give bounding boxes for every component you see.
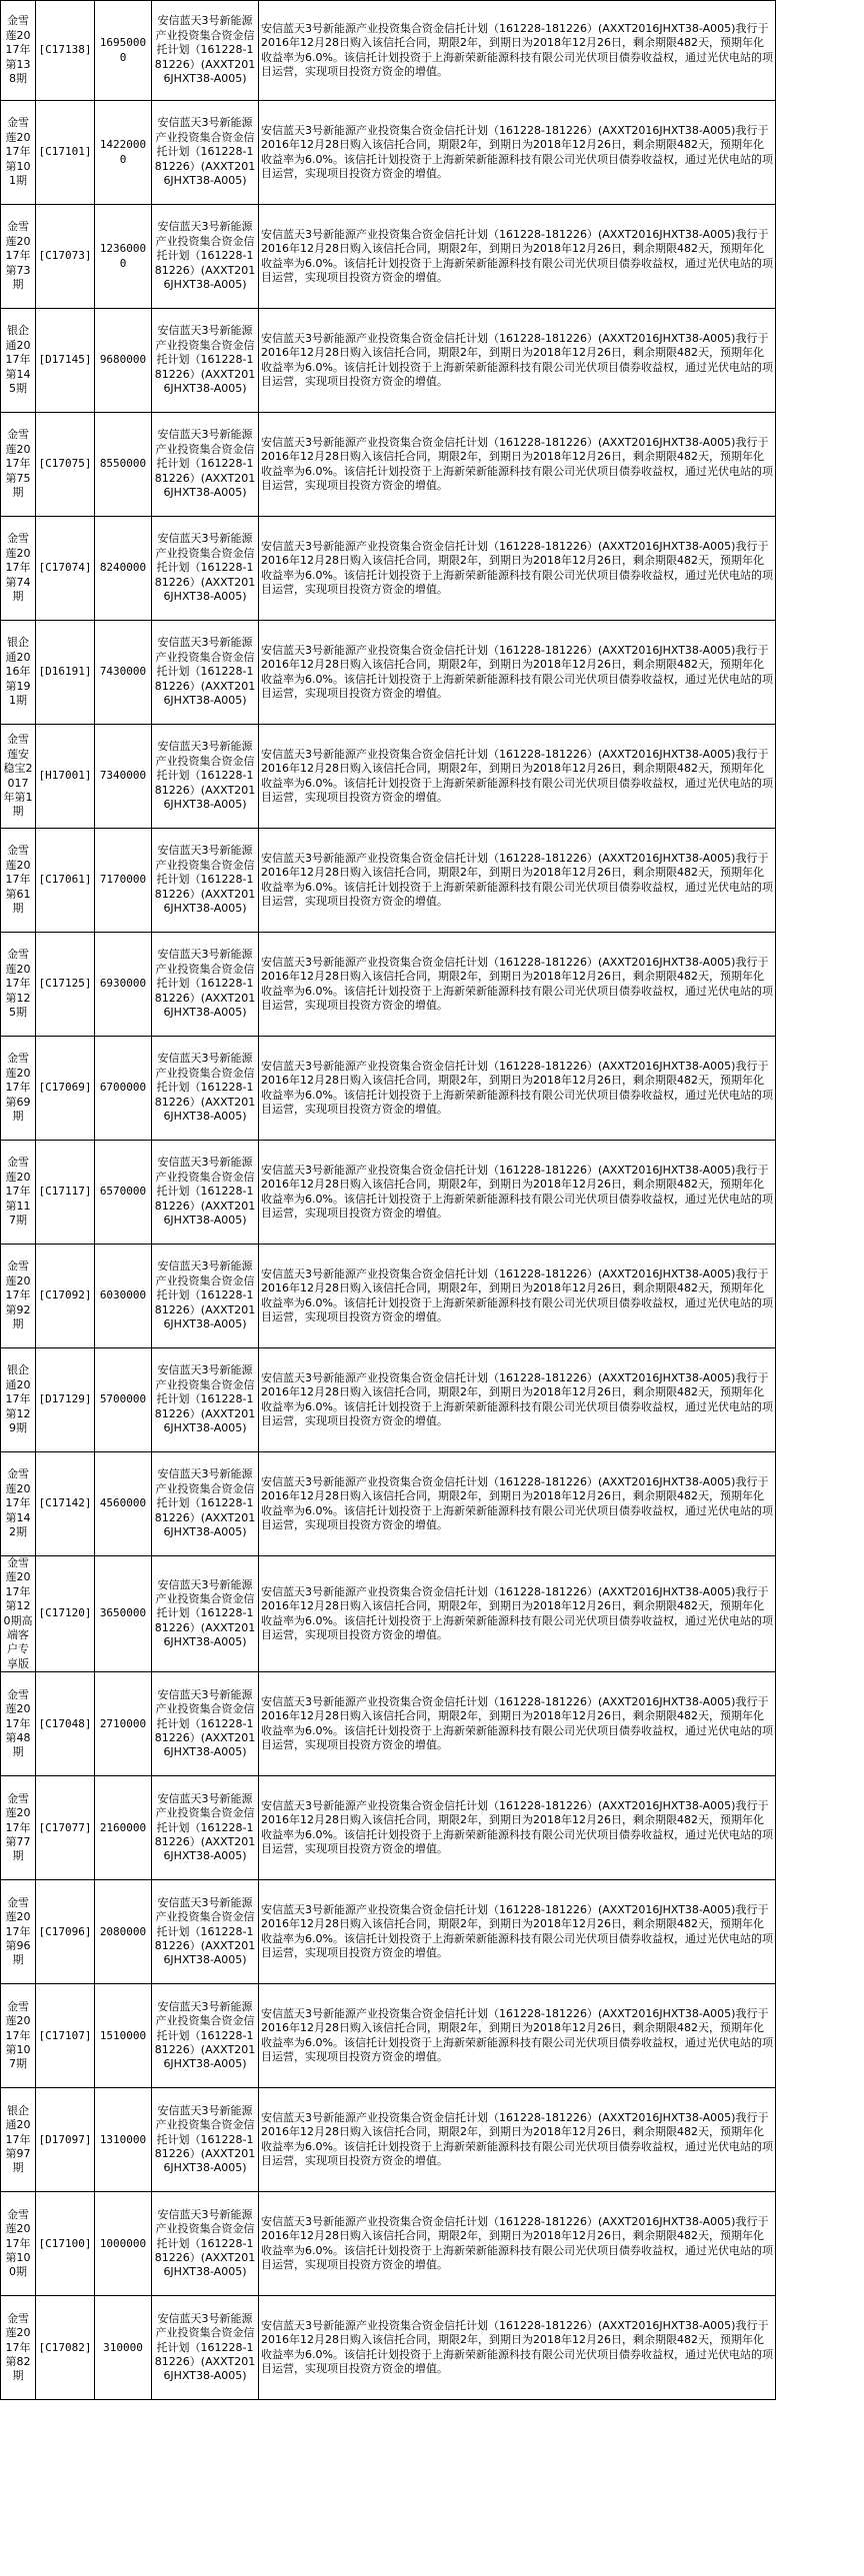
description-cell [259, 621, 776, 725]
product-code-text: [C17069] [38, 1081, 92, 1095]
table-row [1, 2192, 776, 2296]
product-name-cell [1, 1452, 36, 1556]
trust-name-text: 安信蓝天3号新能源产业投资集合资金信托计划（161228-181226）(AXXT2016JHXT38-A005) [154, 844, 256, 916]
product-code-cell [36, 725, 95, 829]
product-name-cell [1, 2088, 36, 2192]
trust-name-cell [152, 1348, 259, 1452]
table-row [1, 2088, 776, 2192]
amount-cell [95, 2192, 152, 2296]
amount-cell [95, 2088, 152, 2192]
product-name-text: 金雪莲2017年第75期 [5, 428, 31, 500]
product-name-cell [1, 2296, 36, 2400]
trust-name-cell [152, 2192, 259, 2296]
trust-name-text: 安信蓝天3号新能源产业投资集合资金信托计划（161228-181226）(AXXT2016JHXT38-A005) [154, 1260, 256, 1331]
description-cell [259, 2296, 776, 2400]
product-code-text: [C17142] [38, 1496, 92, 1510]
table-row [1, 413, 776, 517]
product-name-text: 金雪莲2017年第101期 [5, 116, 31, 188]
trust-name-text: 安信蓝天3号新能源产业投资集合资金信托计划（161228-181226）(AXXT2016JHXT38-A005) [154, 2103, 256, 2175]
product-name-cell [1, 725, 36, 829]
trust-name-text: 安信蓝天3号新能源产业投资集合资金信托计划（161228-181226）(AXXT2016JHXT38-A005) [154, 1467, 256, 1539]
product-name-cell [1, 1037, 36, 1141]
amount-cell [95, 413, 152, 517]
product-name-cell [1, 829, 36, 933]
description-cell [259, 1672, 776, 1776]
amount-text: 6930000 [99, 977, 147, 991]
table-row [1, 1776, 776, 1880]
amount-cell [95, 205, 152, 309]
trust-name-text: 安信蓝天3号新能源产业投资集合资金信托计划（161228-181226）(AXXT2016JHXT38-A005) [154, 2311, 256, 2383]
product-code-cell [36, 829, 95, 933]
table-row [1, 1348, 776, 1452]
trust-name-cell [152, 829, 259, 933]
description-text: 安信蓝天3号新能源产业投资集合资金信托计划（161228-181226）(AXXT2016JHXT38-A005)我行于2016年12月28日购入该信托合同，期限2年，到期日为2018年12月26日，剩余期限482天，预期年化收益率为6.0%。该信托计划投资于上海新荣新能源科技有限公司光伏项目债券收益权，通过光伏电站的项目运营，实现项目投资方资金的增值。 [261, 1059, 773, 1116]
product-code-cell [36, 1672, 95, 1776]
product-name-text: 金雪莲2017年第96期 [5, 1895, 31, 1967]
amount-text: 6030000 [99, 1288, 147, 1302]
product-code-text: [C17138] [38, 43, 92, 57]
product-code-text: [C17061] [38, 873, 92, 887]
product-name-cell [1, 933, 36, 1037]
product-code-text: [C17120] [38, 1606, 92, 1620]
trust-name-cell [152, 1880, 259, 1984]
table-row [1, 2296, 776, 2400]
amount-cell [95, 1245, 152, 1348]
amount-text: 7170000 [99, 873, 147, 887]
trust-name-cell [152, 1672, 259, 1776]
amount-cell [95, 1037, 152, 1141]
table-row [1, 1984, 776, 2088]
trust-name-cell [152, 517, 259, 621]
description-cell [259, 1452, 776, 1556]
description-text: 安信蓝天3号新能源产业投资集合资金信托计划（161228-181226）(AXXT2016JHXT38-A005)我行于2016年12月28日购入该信托合同，期限2年，到期日为2018年12月26日，剩余期限482天，预期年化收益率为6.0%。该信托计划投资于上海新荣新能源科技有限公司光伏项目债券收益权，通过光伏电站的项目运营，实现项目投资方资金的增值。 [261, 747, 773, 804]
amount-text: 310000 [103, 2340, 143, 2354]
description-cell [259, 205, 776, 309]
product-name-text: 金雪莲2017年第117期 [5, 1156, 31, 1228]
description-cell [259, 413, 776, 517]
description-cell [259, 101, 776, 205]
product-name-cell [1, 1984, 36, 2088]
description-text: 安信蓝天3号新能源产业投资集合资金信托计划（161228-181226）(AXXT2016JHXT38-A005)我行于2016年12月28日购入该信托合同，期限2年，到期日为2018年12月26日，剩余期限482天，预期年化收益率为6.0%。该信托计划投资于上海新荣新能源科技有限公司光伏项目债券收益权，通过光伏电站的项目运营，实现项目投资方资金的增值。 [261, 435, 773, 492]
product-code-cell [36, 1348, 95, 1452]
table-row [1, 725, 776, 829]
trust-name-text: 安信蓝天3号新能源产业投资集合资金信托计划（161228-181226）(AXXT2016JHXT38-A005) [154, 1363, 256, 1435]
product-code-text: [C17077] [38, 1820, 92, 1834]
amount-text: 8240000 [99, 561, 147, 575]
trust-name-text: 安信蓝天3号新能源产业投资集合资金信托计划（161228-181226）(AXXT2016JHXT38-A005) [154, 1052, 256, 1124]
trust-name-cell [152, 2088, 259, 2192]
product-name-text: 金雪莲2017年第82期 [5, 2311, 31, 2383]
amount-cell [95, 621, 152, 725]
product-code-text: [C17048] [38, 1716, 92, 1730]
product-code-cell [36, 101, 95, 205]
description-text: 安信蓝天3号新能源产业投资集合资金信托计划（161228-181226）(AXXT2016JHXT38-A005)我行于2016年12月28日购入该信托合同，期限2年，到期日为2018年12月26日，剩余期限482天，预期年化收益率为6.0%。该信托计划投资于上海新荣新能源科技有限公司光伏项目债券收益权，通过光伏电站的项目运营，实现项目投资方资金的增值。 [261, 2214, 773, 2272]
trust-name-text: 安信蓝天3号新能源产业投资集合资金信托计划（161228-181226）(AXXT2016JHXT38-A005) [154, 1999, 256, 2071]
product-name-text: 金雪莲2017年第69期 [5, 1052, 31, 1124]
amount-cell [95, 1348, 152, 1452]
product-name-cell [1, 1141, 36, 1245]
amount-cell [95, 2296, 152, 2400]
table-row [1, 933, 776, 1037]
product-name-cell [1, 413, 36, 517]
product-code-cell [36, 2192, 95, 2296]
description-cell [259, 1880, 776, 1984]
trust-name-text: 安信蓝天3号新能源产业投资集合资金信托计划（161228-181226）(AXXT2016JHXT38-A005) [154, 220, 256, 292]
description-cell [259, 517, 776, 621]
trust-name-text: 安信蓝天3号新能源产业投资集合资金信托计划（161228-181226）(AXXT2016JHXT38-A005) [154, 428, 256, 500]
amount-cell [95, 1880, 152, 1984]
amount-text: 2160000 [99, 1820, 147, 1834]
description-cell [259, 2192, 776, 2296]
table-row [1, 829, 776, 933]
amount-text: 2080000 [99, 1924, 147, 1938]
amount-cell [95, 1141, 152, 1245]
amount-text: 7430000 [99, 665, 147, 679]
table-row [1, 1037, 776, 1141]
description-text: 安信蓝天3号新能源产业投资集合资金信托计划（161228-181226）(AXXT2016JHXT38-A005)我行于2016年12月28日购入该信托合同，期限2年，到期日为2018年12月26日，剩余期限482天，预期年化收益率为6.0%。该信托计划投资于上海新荣新能源科技有限公司光伏项目债券收益权，通过光伏电站的项目运营，实现项目投资方资金的增值。 [261, 851, 773, 908]
description-cell [259, 2088, 776, 2192]
trust-name-text: 安信蓝天3号新能源产业投资集合资金信托计划（161228-181226）(AXXT2016JHXT38-A005) [154, 2207, 256, 2279]
product-code-cell [36, 1037, 95, 1141]
description-cell [259, 309, 776, 413]
amount-text: 1510000 [99, 2028, 147, 2042]
trust-name-text: 安信蓝天3号新能源产业投资集合资金信托计划（161228-181226）(AXXT2016JHXT38-A005) [154, 740, 256, 812]
trust-name-text: 安信蓝天3号新能源产业投资集合资金信托计划（161228-181226）(AXXT2016JHXT38-A005) [154, 1791, 256, 1863]
description-text: 安信蓝天3号新能源产业投资集合资金信托计划（161228-181226）(AXXT2016JHXT38-A005)我行于2016年12月28日购入该信托合同，期限2年，到期日为2018年12月26日，剩余期限482天，预期年化收益率为6.0%。该信托计划投资于上海新荣新能源科技有限公司光伏项目债券收益权，通过光伏电站的项目运营，实现项目投资方资金的增值。 [261, 1163, 773, 1220]
amount-text: 1000000 [99, 2236, 147, 2250]
product-name-text: 金雪莲2017年第107期 [5, 1999, 31, 2071]
product-name-text: 金雪莲2017年第142期 [5, 1467, 31, 1539]
amount-text: 2710000 [99, 1716, 147, 1730]
amount-cell [95, 1984, 152, 2088]
product-code-cell [36, 1141, 95, 1245]
product-name-text: 银企通2017年第129期 [5, 1363, 31, 1435]
description-text: 安信蓝天3号新能源产业投资集合资金信托计划（161228-181226）(AXXT2016JHXT38-A005)我行于2016年12月28日购入该信托合同，期限2年，到期日为2018年12月26日，剩余期限482天，预期年化收益率为6.0%。该信托计划投资于上海新荣新能源科技有限公司光伏项目债券收益权，通过光伏电站的项目运营，实现项目投资方资金的增值。 [261, 21, 773, 78]
product-name-text: 金雪莲2017年第125期 [5, 948, 31, 1020]
product-name-cell [1, 517, 36, 621]
amount-text: 7340000 [99, 769, 147, 783]
description-text: 安信蓝天3号新能源产业投资集合资金信托计划（161228-181226）(AXXT2016JHXT38-A005)我行于2016年12月28日购入该信托合同，期限2年，到期日为2018年12月26日，剩余期限482天，预期年化收益率为6.0%。该信托计划投资于上海新荣新能源科技有限公司光伏项目债券收益权，通过光伏电站的项目运营，实现项目投资方资金的增值。 [261, 1267, 773, 1323]
product-code-text: [H17001] [38, 769, 92, 783]
amount-text: 16950000 [99, 36, 147, 64]
description-text: 安信蓝天3号新能源产业投资集合资金信托计划（161228-181226）(AXXT2016JHXT38-A005)我行于2016年12月28日购入该信托合同，期限2年，到期日为2018年12月26日，剩余期限482天，预期年化收益率为6.0%。该信托计划投资于上海新荣新能源科技有限公司光伏项目债券收益权，通过光伏电站的项目运营，实现项目投资方资金的增值。 [261, 1474, 773, 1531]
product-name-cell [1, 1776, 36, 1880]
trust-name-text: 安信蓝天3号新能源产业投资集合资金信托计划（161228-181226）(AXXT2016JHXT38-A005) [154, 324, 256, 396]
description-text: 安信蓝天3号新能源产业投资集合资金信托计划（161228-181226）(AXXT2016JHXT38-A005)我行于2016年12月28日购入该信托合同，期限2年，到期日为2018年12月26日，剩余期限482天，预期年化收益率为6.0%。该信托计划投资于上海新荣新能源科技有限公司光伏项目债券收益权，通过光伏电站的项目运营，实现项目投资方资金的增值。 [261, 643, 773, 700]
product-name-text: 金雪莲2017年第73期 [5, 220, 31, 292]
trust-name-cell [152, 1452, 259, 1556]
product-name-cell [1, 1880, 36, 1984]
amount-text: 6700000 [99, 1081, 147, 1095]
description-text: 安信蓝天3号新能源产业投资集合资金信托计划（161228-181226）(AXXT2016JHXT38-A005)我行于2016年12月28日购入该信托合同，期限2年，到期日为2018年12月26日，剩余期限482天，预期年化收益率为6.0%。该信托计划投资于上海新荣新能源科技有限公司光伏项目债券收益权，通过光伏电站的项目运营，实现项目投资方资金的增值。 [261, 1694, 773, 1752]
product-code-cell [36, 1, 95, 101]
product-code-cell [36, 933, 95, 1037]
product-code-cell [36, 413, 95, 517]
amount-text: 1310000 [99, 2132, 147, 2146]
description-text: 安信蓝天3号新能源产业投资集合资金信托计划（161228-181226）(AXXT2016JHXT38-A005)我行于2016年12月28日购入该信托合同，期限2年，到期日为2018年12月26日，剩余期限482天，预期年化收益率为6.0%。该信托计划投资于上海新荣新能源科技有限公司光伏项目债券收益权，通过光伏电站的项目运营，实现项目投资方资金的增值。 [261, 1584, 773, 1642]
product-code-cell [36, 1556, 95, 1672]
product-code-text: [C17117] [38, 1185, 92, 1199]
description-cell [259, 1776, 776, 1880]
table-row [1, 1880, 776, 1984]
product-code-text: [D17097] [38, 2132, 92, 2146]
amount-cell [95, 517, 152, 621]
trust-name-cell [152, 413, 259, 517]
trust-name-text: 安信蓝天3号新能源产业投资集合资金信托计划（161228-181226）(AXXT2016JHXT38-A005) [154, 1895, 256, 1967]
product-name-text: 金雪莲2017年第61期 [5, 844, 31, 916]
amount-text: 4560000 [99, 1496, 147, 1510]
trust-name-text: 安信蓝天3号新能源产业投资集合资金信托计划（161228-181226）(AXXT2016JHXT38-A005) [154, 636, 256, 708]
description-text: 安信蓝天3号新能源产业投资集合资金信托计划（161228-181226）(AXXT2016JHXT38-A005)我行于2016年12月28日购入该信托合同，期限2年，到期日为2018年12月26日，剩余期限482天，预期年化收益率为6.0%。该信托计划投资于上海新荣新能源科技有限公司光伏项目债券收益权，通过光伏电站的项目运营，实现项目投资方资金的增值。 [261, 2318, 773, 2376]
trust-name-cell [152, 933, 259, 1037]
amount-cell [95, 933, 152, 1037]
trust-name-text: 安信蓝天3号新能源产业投资集合资金信托计划（161228-181226）(AXXT2016JHXT38-A005) [154, 532, 256, 604]
trust-name-text: 安信蓝天3号新能源产业投资集合资金信托计划（161228-181226）(AXXT2016JHXT38-A005) [154, 948, 256, 1020]
table-row [1, 1245, 776, 1348]
trust-name-cell [152, 2296, 259, 2400]
trust-name-text: 安信蓝天3号新能源产业投资集合资金信托计划（161228-181226）(AXXT2016JHXT38-A005) [154, 116, 256, 188]
product-code-text: [D16191] [38, 665, 92, 679]
product-code-text: [C17096] [38, 1924, 92, 1938]
description-text: 安信蓝天3号新能源产业投资集合资金信托计划（161228-181226）(AXXT2016JHXT38-A005)我行于2016年12月28日购入该信托合同，期限2年，到期日为2018年12月26日，剩余期限482天，预期年化收益率为6.0%。该信托计划投资于上海新荣新能源科技有限公司光伏项目债券收益权，通过光伏电站的项目运营，实现项目投资方资金的增值。 [261, 955, 773, 1012]
product-name-text: 金雪莲2017年第138期 [5, 14, 31, 86]
product-name-cell [1, 1, 36, 101]
product-code-cell [36, 1245, 95, 1348]
table-row [1, 1, 776, 101]
product-code-text: [C17074] [38, 561, 92, 575]
description-text: 安信蓝天3号新能源产业投资集合资金信托计划（161228-181226）(AXXT2016JHXT38-A005)我行于2016年12月28日购入该信托合同，期限2年，到期日为2018年12月26日，剩余期限482天，预期年化收益率为6.0%。该信托计划投资于上海新荣新能源科技有限公司光伏项目债券收益权，通过光伏电站的项目运营，实现项目投资方资金的增值。 [261, 539, 773, 596]
amount-text: 6570000 [99, 1185, 147, 1199]
product-code-cell [36, 1984, 95, 2088]
product-code-cell [36, 517, 95, 621]
product-code-text: [C17092] [38, 1288, 92, 1302]
amount-cell [95, 1672, 152, 1776]
trust-name-cell [152, 621, 259, 725]
product-name-cell [1, 621, 36, 725]
product-name-text: 银企通2016年第191期 [5, 636, 31, 708]
description-cell [259, 1037, 776, 1141]
description-cell [259, 1, 776, 101]
trust-name-cell [152, 1, 259, 101]
trust-name-cell [152, 1556, 259, 1672]
product-code-text: [C17073] [38, 249, 92, 263]
trust-name-cell [152, 309, 259, 413]
description-text: 安信蓝天3号新能源产业投资集合资金信托计划（161228-181226）(AXXT2016JHXT38-A005)我行于2016年12月28日购入该信托合同，期限2年，到期日为2018年12月26日，剩余期限482天，预期年化收益率为6.0%。该信托计划投资于上海新荣新能源科技有限公司光伏项目债券收益权，通过光伏电站的项目运营，实现项目投资方资金的增值。 [261, 2006, 773, 2064]
description-cell [259, 1245, 776, 1348]
amount-cell [95, 1452, 152, 1556]
trust-name-cell [152, 1984, 259, 2088]
description-cell [259, 1141, 776, 1245]
product-name-text: 银企通2017年第97期 [5, 2103, 31, 2175]
product-name-text: 金雪莲安稳宝2017年第1期 [3, 733, 33, 819]
description-cell [259, 1348, 776, 1452]
description-text: 安信蓝天3号新能源产业投资集合资金信托计划（161228-181226）(AXXT2016JHXT38-A005)我行于2016年12月28日购入该信托合同，期限2年，到期日为2018年12月26日，剩余期限482天，预期年化收益率为6.0%。该信托计划投资于上海新荣新能源科技有限公司光伏项目债券收益权，通过光伏电站的项目运营，实现项目投资方资金的增值。 [261, 227, 773, 284]
description-text: 安信蓝天3号新能源产业投资集合资金信托计划（161228-181226）(AXXT2016JHXT38-A005)我行于2016年12月28日购入该信托合同，期限2年，到期日为2018年12月26日，剩余期限482天，预期年化收益率为6.0%。该信托计划投资于上海新荣新能源科技有限公司光伏项目债券收益权，通过光伏电站的项目运营，实现项目投资方资金的增值。 [261, 1370, 773, 1427]
product-name-text: 金雪莲2017年第77期 [5, 1791, 31, 1863]
trust-name-cell [152, 725, 259, 829]
product-code-cell [36, 621, 95, 725]
amount-cell [95, 1556, 152, 1672]
product-name-text: 金雪莲2017年第74期 [5, 532, 31, 604]
amount-cell [95, 725, 152, 829]
product-name-cell [1, 101, 36, 205]
product-name-cell [1, 1556, 36, 1672]
amount-text: 14220000 [99, 138, 147, 166]
description-text: 安信蓝天3号新能源产业投资集合资金信托计划（161228-181226）(AXXT2016JHXT38-A005)我行于2016年12月28日购入该信托合同，期限2年，到期日为2018年12月26日，剩余期限482天，预期年化收益率为6.0%。该信托计划投资于上海新荣新能源科技有限公司光伏项目债券收益权，通过光伏电站的项目运营，实现项目投资方资金的增值。 [261, 1902, 773, 1960]
product-name-cell [1, 1245, 36, 1348]
trust-name-cell [152, 101, 259, 205]
description-cell [259, 829, 776, 933]
trust-name-cell [152, 205, 259, 309]
description-cell [259, 725, 776, 829]
product-code-text: [C17075] [38, 457, 92, 471]
description-text: 安信蓝天3号新能源产业投资集合资金信托计划（161228-181226）(AXXT2016JHXT38-A005)我行于2016年12月28日购入该信托合同，期限2年，到期日为2018年12月26日，剩余期限482天，预期年化收益率为6.0%。该信托计划投资于上海新荣新能源科技有限公司光伏项目债券收益权，通过光伏电站的项目运营，实现项目投资方资金的增值。 [261, 331, 773, 388]
amount-cell [95, 1, 152, 101]
table-row [1, 101, 776, 205]
amount-cell [95, 829, 152, 933]
amount-text: 9680000 [99, 353, 147, 367]
product-name-cell [1, 2192, 36, 2296]
trust-name-cell [152, 1141, 259, 1245]
product-code-cell [36, 1880, 95, 1984]
product-name-text: 金雪莲2017年第120期高端客户专享版 [3, 1556, 33, 1670]
product-code-text: [C17107] [38, 2028, 92, 2042]
table-row [1, 309, 776, 413]
table-row [1, 1556, 776, 1672]
amount-text: 12360000 [99, 242, 147, 270]
product-code-cell [36, 309, 95, 413]
product-name-cell [1, 1348, 36, 1452]
product-name-text: 银企通2017年第145期 [5, 324, 31, 396]
table-row [1, 517, 776, 621]
product-code-text: [C17082] [38, 2340, 92, 2354]
amount-cell [95, 309, 152, 413]
product-name-cell [1, 309, 36, 413]
description-text: 安信蓝天3号新能源产业投资集合资金信托计划（161228-181226）(AXXT2016JHXT38-A005)我行于2016年12月28日购入该信托合同，期限2年，到期日为2018年12月26日，剩余期限482天，预期年化收益率为6.0%。该信托计划投资于上海新荣新能源科技有限公司光伏项目债券收益权，通过光伏电站的项目运营，实现项目投资方资金的增值。 [261, 2110, 773, 2168]
trust-name-cell [152, 1037, 259, 1141]
product-code-text: [D17129] [38, 1392, 92, 1406]
amount-text: 8550000 [99, 457, 147, 471]
trust-holdings-table-body [1, 1, 776, 2400]
description-cell [259, 1984, 776, 2088]
description-cell [259, 933, 776, 1037]
table-row [1, 1672, 776, 1776]
product-name-cell [1, 1672, 36, 1776]
table-row [1, 1141, 776, 1245]
amount-text: 3650000 [99, 1606, 147, 1620]
product-code-cell [36, 1452, 95, 1556]
table-row [1, 205, 776, 309]
product-code-text: [C17100] [38, 2236, 92, 2250]
table-row [1, 621, 776, 725]
trust-name-text: 安信蓝天3号新能源产业投资集合资金信托计划（161228-181226）(AXXT2016JHXT38-A005) [154, 1156, 256, 1228]
table-row [1, 1452, 776, 1556]
description-text: 安信蓝天3号新能源产业投资集合资金信托计划（161228-181226）(AXXT2016JHXT38-A005)我行于2016年12月28日购入该信托合同，期限2年，到期日为2018年12月26日，剩余期限482天，预期年化收益率为6.0%。该信托计划投资于上海新荣新能源科技有限公司光伏项目债券收益权，通过光伏电站的项目运营，实现项目投资方资金的增值。 [261, 1798, 773, 1856]
trust-name-text: 安信蓝天3号新能源产业投资集合资金信托计划（161228-181226）(AXXT2016JHXT38-A005) [154, 14, 256, 86]
amount-text: 5700000 [99, 1392, 147, 1406]
description-text: 安信蓝天3号新能源产业投资集合资金信托计划（161228-181226）(AXXT2016JHXT38-A005)我行于2016年12月28日购入该信托合同，期限2年，到期日为2018年12月26日，剩余期限482天，预期年化收益率为6.0%。该信托计划投资于上海新荣新能源科技有限公司光伏项目债券收益权，通过光伏电站的项目运营，实现项目投资方资金的增值。 [261, 123, 773, 180]
amount-cell [95, 1776, 152, 1880]
product-name-text: 金雪莲2017年第48期 [5, 1687, 31, 1759]
amount-cell [95, 101, 152, 205]
product-code-text: [C17125] [38, 977, 92, 991]
product-name-text: 金雪莲2017年第100期 [5, 2207, 31, 2279]
product-code-cell [36, 1776, 95, 1880]
product-code-cell [36, 205, 95, 309]
trust-name-cell [152, 1776, 259, 1880]
trust-name-text: 安信蓝天3号新能源产业投资集合资金信托计划（161228-181226）(AXXT2016JHXT38-A005) [154, 1687, 256, 1759]
trust-name-text: 安信蓝天3号新能源产业投资集合资金信托计划（161228-181226）(AXXT2016JHXT38-A005) [154, 1577, 256, 1649]
product-code-text: [C17101] [38, 145, 92, 159]
product-name-cell [1, 205, 36, 309]
product-code-cell [36, 2088, 95, 2192]
product-code-cell [36, 2296, 95, 2400]
product-name-text: 金雪莲2017年第92期 [5, 1260, 31, 1331]
product-code-text: [D17145] [38, 353, 92, 367]
trust-name-cell [152, 1245, 259, 1348]
description-cell [259, 1556, 776, 1672]
